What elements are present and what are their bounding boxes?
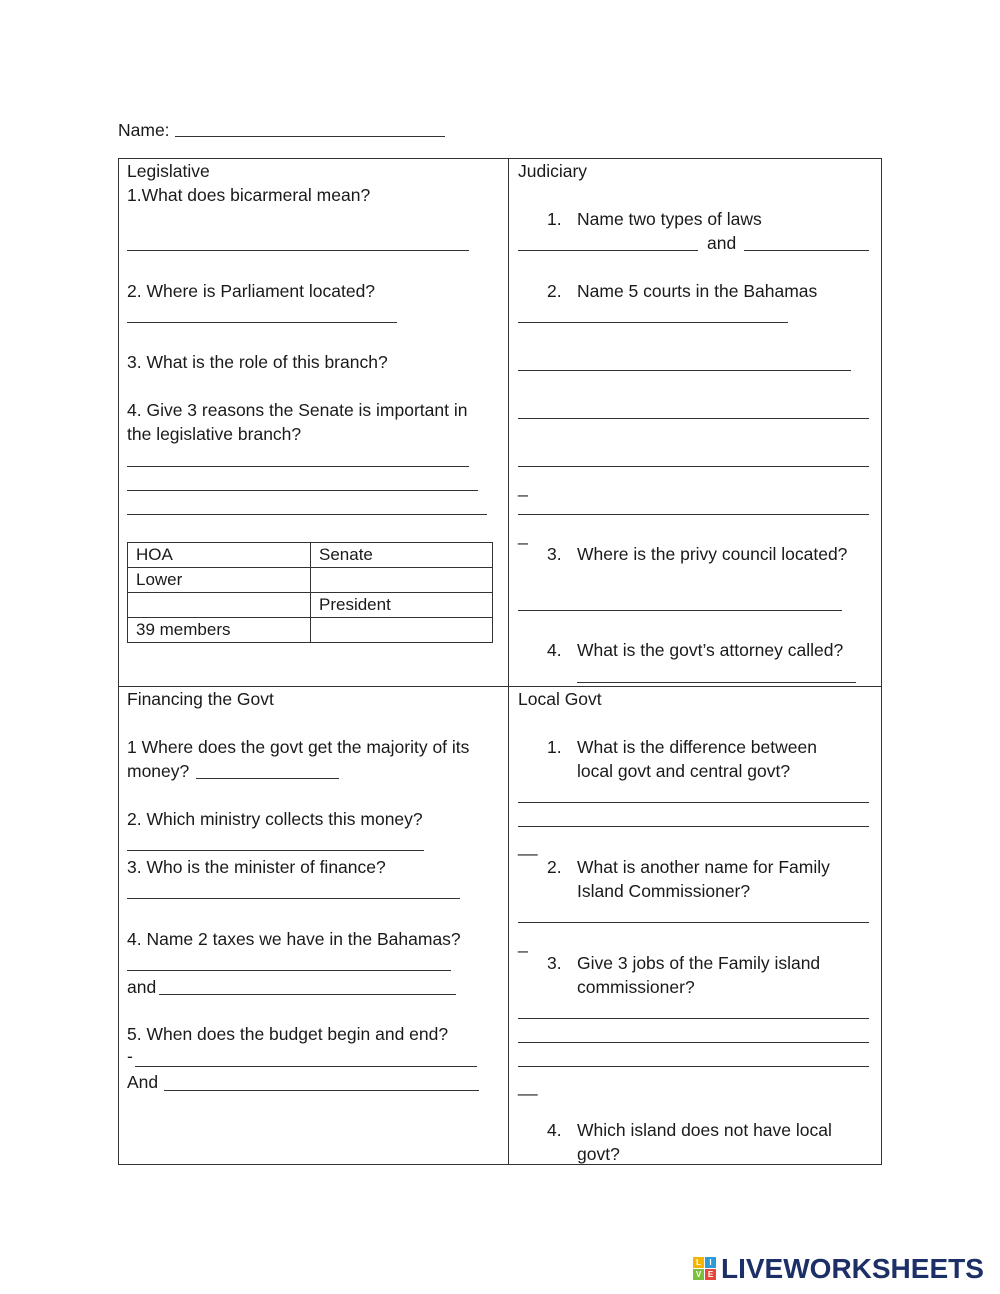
table-cell-blank[interactable] [311, 618, 493, 643]
financing-q5-and: And [127, 1072, 159, 1092]
local-q1-line1: What is the difference between [577, 737, 817, 757]
logo-tile: I [705, 1257, 716, 1268]
judiciary-title: Judiciary [518, 161, 588, 181]
judiciary-dash-1: _ [518, 477, 528, 497]
logo-tile: L [693, 1257, 704, 1268]
financing-q1-answer[interactable] [196, 778, 339, 779]
judiciary-dash-2: _ [518, 525, 528, 545]
legislative-q4-answer-2[interactable] [127, 490, 478, 491]
local-q4-line1: Which island does not have local [577, 1120, 832, 1140]
legislative-q1: 1.What does bicarmeral mean? [127, 185, 371, 205]
local-dash-1: __ [518, 836, 538, 856]
financing-q5-answer-1[interactable] [135, 1066, 477, 1067]
liveworksheets-wordmark: LIVEWORKSHEETS [721, 1253, 984, 1284]
local-q2-line2: Island Commissioner? [577, 881, 751, 901]
table-cell-blank[interactable] [311, 568, 493, 593]
judiciary-q1: Name two types of laws [577, 209, 762, 229]
financing-q1-line1: 1 Where does the govt get the majority of its [127, 737, 470, 757]
local-q3-number: 3. [547, 953, 562, 973]
liveworksheets-logo[interactable] [693, 1255, 984, 1283]
local-q2-number: 2. [547, 857, 562, 877]
judiciary-q4-number: 4. [547, 640, 562, 660]
financing-q5-answer-2[interactable] [164, 1090, 479, 1091]
financing-q1-line2: money? [127, 761, 190, 781]
grid-vertical-divider [508, 158, 509, 1165]
local-q1-answer-2[interactable] [518, 826, 869, 827]
local-q1-line2: local govt and central govt? [577, 761, 791, 781]
judiciary-q2-answer-1[interactable] [518, 322, 788, 323]
local-q1-answer-1[interactable] [518, 802, 869, 803]
local-dash-3: __ [518, 1076, 538, 1096]
table-cell: President [311, 593, 493, 618]
table-row [128, 568, 493, 593]
logo-tile: V [693, 1269, 704, 1280]
liveworksheets-logo-icon [693, 1257, 717, 1281]
legislative-comparison-table [127, 542, 493, 643]
judiciary-q2-answer-3[interactable] [518, 418, 869, 419]
legislative-q4-answer-1[interactable] [127, 466, 469, 467]
judiciary-q4-answer[interactable] [577, 682, 856, 683]
local-dash-2: _ [518, 933, 528, 953]
table-cell: Lower [128, 568, 311, 593]
local-q3-answer-1[interactable] [518, 1018, 869, 1019]
judiciary-q1-number: 1. [547, 209, 562, 229]
local-q2-line1: What is another name for Family [577, 857, 830, 877]
local-q4-number: 4. [547, 1120, 562, 1140]
financing-title: Financing the Govt [127, 689, 274, 709]
local-q3-line2: commissioner? [577, 977, 695, 997]
table-row [128, 593, 493, 618]
financing-q4-answer-1[interactable] [127, 970, 451, 971]
legislative-q2: 2. Where is Parliament located? [127, 281, 376, 301]
financing-q5-dash: - [127, 1046, 133, 1066]
financing-q4: 4. Name 2 taxes we have in the Bahamas? [127, 929, 461, 949]
local-q2-answer[interactable] [518, 922, 869, 923]
name-label: Name: [118, 120, 170, 140]
judiciary-q2-answer-4[interactable] [518, 466, 869, 467]
local-q3-answer-3[interactable] [518, 1066, 869, 1067]
name-blank[interactable] [175, 136, 445, 137]
legislative-q4-line1: 4. Give 3 reasons the Senate is important in [127, 400, 468, 420]
judiciary-q2: Name 5 courts in the Bahamas [577, 281, 818, 301]
legislative-title: Legislative [127, 161, 210, 181]
legislative-q3: 3. What is the role of this branch? [127, 352, 388, 372]
judiciary-q3: Where is the privy council located? [577, 544, 848, 564]
table-cell: Senate [311, 543, 493, 568]
table-row [128, 618, 493, 643]
judiciary-q2-answer-2[interactable] [518, 370, 851, 371]
judiciary-q1-answer-1[interactable] [518, 250, 698, 251]
local-q1-number: 1. [547, 737, 562, 757]
judiciary-q4: What is the govt’s attorney called? [577, 640, 844, 660]
financing-q3-answer[interactable] [127, 898, 460, 899]
judiciary-q2-number: 2. [547, 281, 562, 301]
financing-q4-and: and [127, 977, 157, 997]
table-row [128, 543, 493, 568]
judiciary-q3-answer[interactable] [518, 610, 842, 611]
legislative-q1-answer[interactable] [127, 250, 469, 251]
financing-q4-answer-2[interactable] [159, 994, 456, 995]
judiciary-q2-answer-5[interactable] [518, 514, 869, 515]
local-title: Local Govt [518, 689, 602, 709]
table-cell: 39 members [128, 618, 311, 643]
judiciary-q1-answer-2[interactable] [744, 250, 869, 251]
legislative-q2-answer[interactable] [127, 322, 397, 323]
judiciary-q1-and: and [707, 233, 737, 253]
local-q4-line2: govt? [577, 1144, 620, 1164]
financing-q2: 2. Which ministry collects this money? [127, 809, 423, 829]
judiciary-q3-number: 3. [547, 544, 562, 564]
logo-tile: E [705, 1269, 716, 1280]
financing-q3: 3. Who is the minister of finance? [127, 857, 386, 877]
financing-q5: 5. When does the budget begin and end? [127, 1024, 449, 1044]
local-q3-line1: Give 3 jobs of the Family island [577, 953, 821, 973]
table-cell-blank[interactable] [128, 593, 311, 618]
table-cell: HOA [128, 543, 311, 568]
legislative-q4-answer-3[interactable] [127, 514, 487, 515]
local-q3-answer-2[interactable] [518, 1042, 869, 1043]
financing-q2-answer[interactable] [127, 850, 424, 851]
legislative-q4-line2: the legislative branch? [127, 424, 302, 444]
